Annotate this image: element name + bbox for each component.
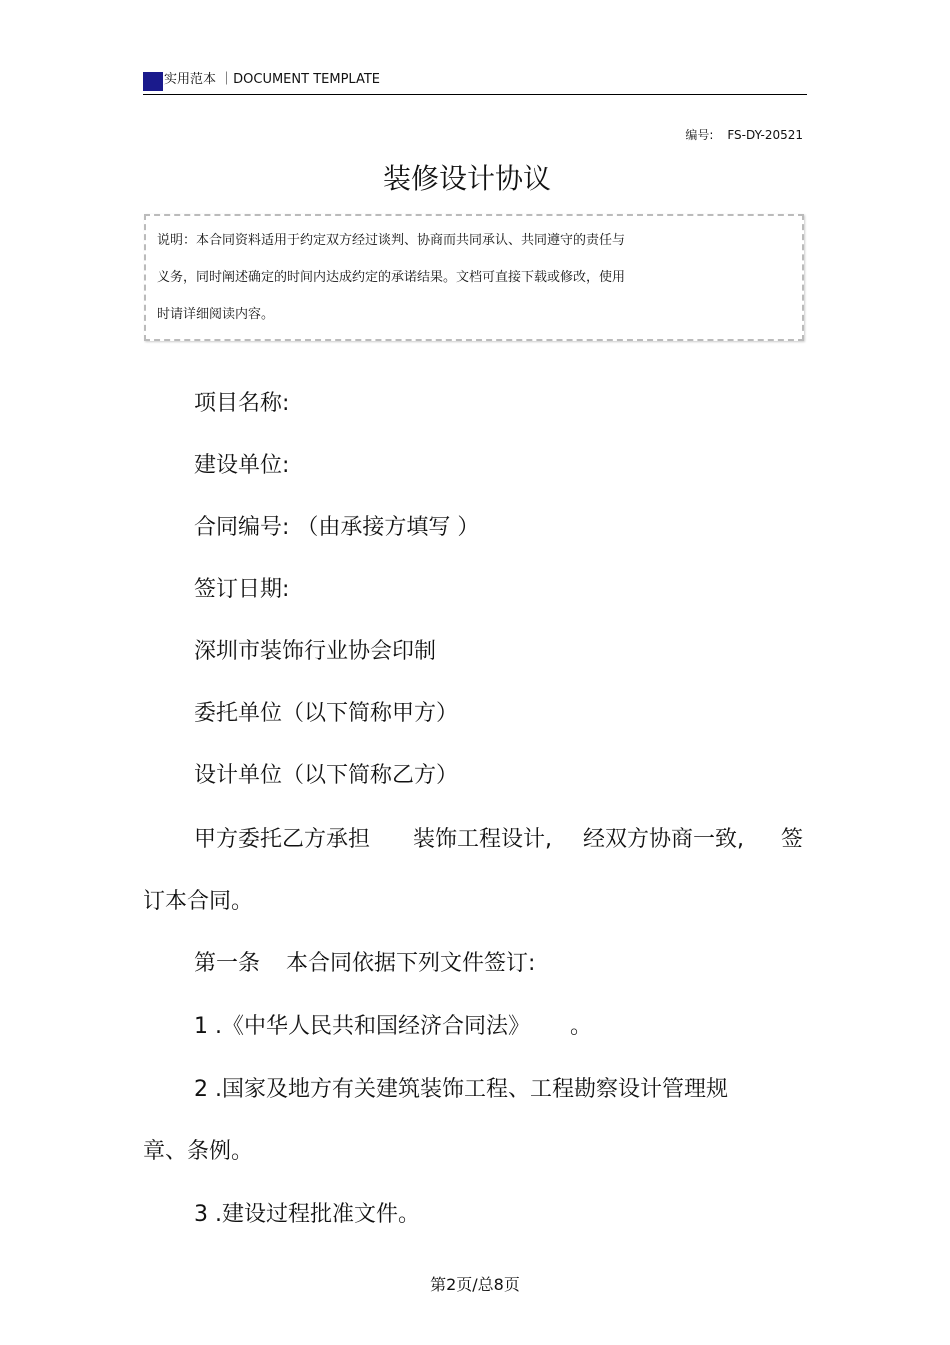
paragraph-1-line-1 (194, 826, 804, 854)
project-name-label: 项目名称: (194, 391, 290, 416)
signing-date-label: 签订日期: (194, 577, 290, 602)
page-header (143, 70, 807, 95)
document-number-label: 编号: (685, 128, 714, 142)
party-b-label: 设计单位（以下简称乙方） (194, 763, 459, 788)
description-line: 义务，同时阐述确定的时间内达成约定的承诺结果。文档可直接下载或修改，使用 (157, 270, 626, 285)
logo-icon (143, 72, 163, 91)
header-text: 实用范本 ｜DOCUMENT TEMPLATE (164, 72, 380, 87)
document-number (685, 128, 803, 142)
paragraph-1-line-2: 订本合同。 (143, 889, 254, 914)
contract-number-line (194, 514, 479, 542)
paragraph-1-part-4: 签 (781, 827, 804, 852)
description-box (144, 214, 804, 341)
list-item-1-end: 。 (570, 1014, 593, 1039)
document-title: 装修设计协议 (382, 162, 551, 195)
paragraph-1-part-1: 甲方委托乙方承担 (194, 827, 371, 852)
paragraph-1-part-2: 装饰工程设计, (413, 827, 552, 852)
contract-number-label: 合同编号: (194, 515, 290, 540)
document-number-value: FS-DY-20521 (727, 128, 803, 142)
article-1-line (194, 950, 535, 978)
list-item-2-line-2: 章、条例。 (143, 1139, 254, 1164)
list-item-3: 3 .建设过程批准文件。 (194, 1202, 420, 1227)
description-line: 说明：本合同资料适用于约定双方经过谈判、协商而共同承认、共同遵守的责任与 (157, 233, 626, 248)
contract-number-note: （由承接方填写 ） (296, 515, 480, 540)
description-line: 时请详细阅读内容。 (157, 307, 275, 322)
article-1-text: 本合同依据下列文件签订: (286, 951, 536, 976)
construction-unit-label: 建设单位: (194, 453, 290, 478)
page-footer: 第2页/总8页 (430, 1275, 520, 1294)
party-a-label: 委托单位（以下简称甲方） (194, 701, 459, 726)
list-item-1 (194, 1013, 592, 1041)
article-1-label: 第一条 (194, 951, 261, 976)
paragraph-1-part-3: 经双方协商一致, (583, 827, 744, 852)
list-item-1-text: 1 .《中华人民共和国经济合同法》 (194, 1014, 530, 1039)
list-item-2-line-1: 2 .国家及地方有关建筑装饰工程、工程勘察设计管理规 (194, 1077, 728, 1102)
printed-by-text: 深圳市装饰行业协会印制 (194, 639, 437, 664)
